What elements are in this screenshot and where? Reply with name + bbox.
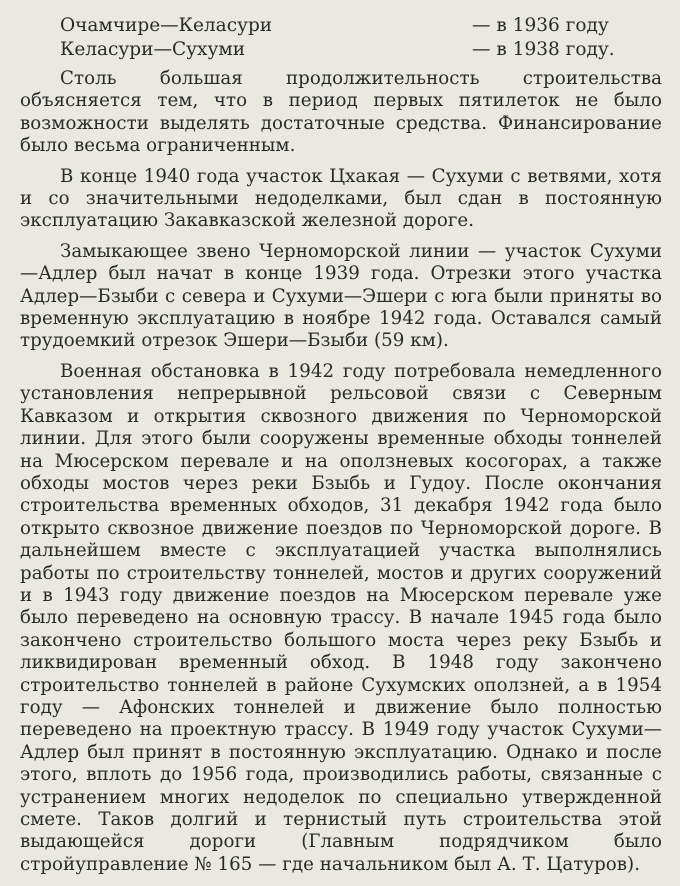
paragraph-tskhakaya-sukhumi: В конце 1940 года участок Цхакая — Сухуми с ветвями, хотя и со значительными недоделками, был сдан в постоянную эксплуатацию Закавказской железной дороге. bbox=[20, 165, 662, 232]
timeline-route: Очамчире—Келасури bbox=[60, 15, 273, 36]
paragraph-wartime-construction: Военная обстановка в 1942 году потребовала немедленного установления непрерывной рельсовой связи с Северным Кавказом и открытия сквозного движения по Черноморской линии. Для этого были сооружены временные обходы тоннелей на Мюсерском перевале и на оползневых косогорах, а также обходы мостов через реки Бзыбь и Гудоу. После окончания строительства временных обходов, 31 декабря 1942 года было открыто сквозное движение поездов по Черноморской дороге. В дальнейшем вместе с эксплуатацией участка выполнялись работы по строительству тоннелей, мостов и других сооружений и в 1943 году движение поездов на Мюсерском перевале уже было переведено на основную трассу. В начале 1945 года было закончено строительство большого моста через реку Бзыбь и ликвидирован временный обход. В 1948 году закончено строительство тоннелей в районе Сухумских оползней, а в 1954 году — Афонских тоннелей и движение было полностью переведено на проектную трассу. В 1949 году участок Сухуми—Адлер был принят в постоянную эксплуатацию. Однако и после этого, вплоть до 1956 года, производились работы, связанные с устранением многих недоделок по специально утвержденной смете. Таков долгий и тернистый путь строительства этой выдающейся дороги (Главным подрядчиком было стройуправление № 165 — где начальником был А. Т. Цатуров). bbox=[20, 360, 662, 875]
timeline-year: — в 1936 году bbox=[472, 15, 609, 36]
timeline-row bbox=[60, 38, 640, 62]
body-text bbox=[20, 68, 662, 876]
paragraph-funding: Столь большая продолжительность строительства объясняется тем, что в период первых пятилеток не было возможности выделять достаточные средства. Финансирование было весьма ограниченным. bbox=[20, 68, 662, 157]
construction-timeline bbox=[60, 14, 640, 62]
timeline-row bbox=[60, 14, 640, 38]
timeline-route: Келасури—Сухуми bbox=[60, 39, 246, 60]
paragraph-sukhumi-adler: Замыкающее звено Черноморской линии — участок Сухуми—Адлер был начат в конце 1939 года. Отрезки этого участка Адлер—Бзыби с севера и Сухуми—Эшери с юга были приняты во временную эксплуатацию в ноябре 1942 года. Оставался самый трудоемкий отрезок Эшери—Бзыби (59 км). bbox=[20, 240, 662, 352]
timeline-year: — в 1938 году. bbox=[472, 39, 615, 60]
